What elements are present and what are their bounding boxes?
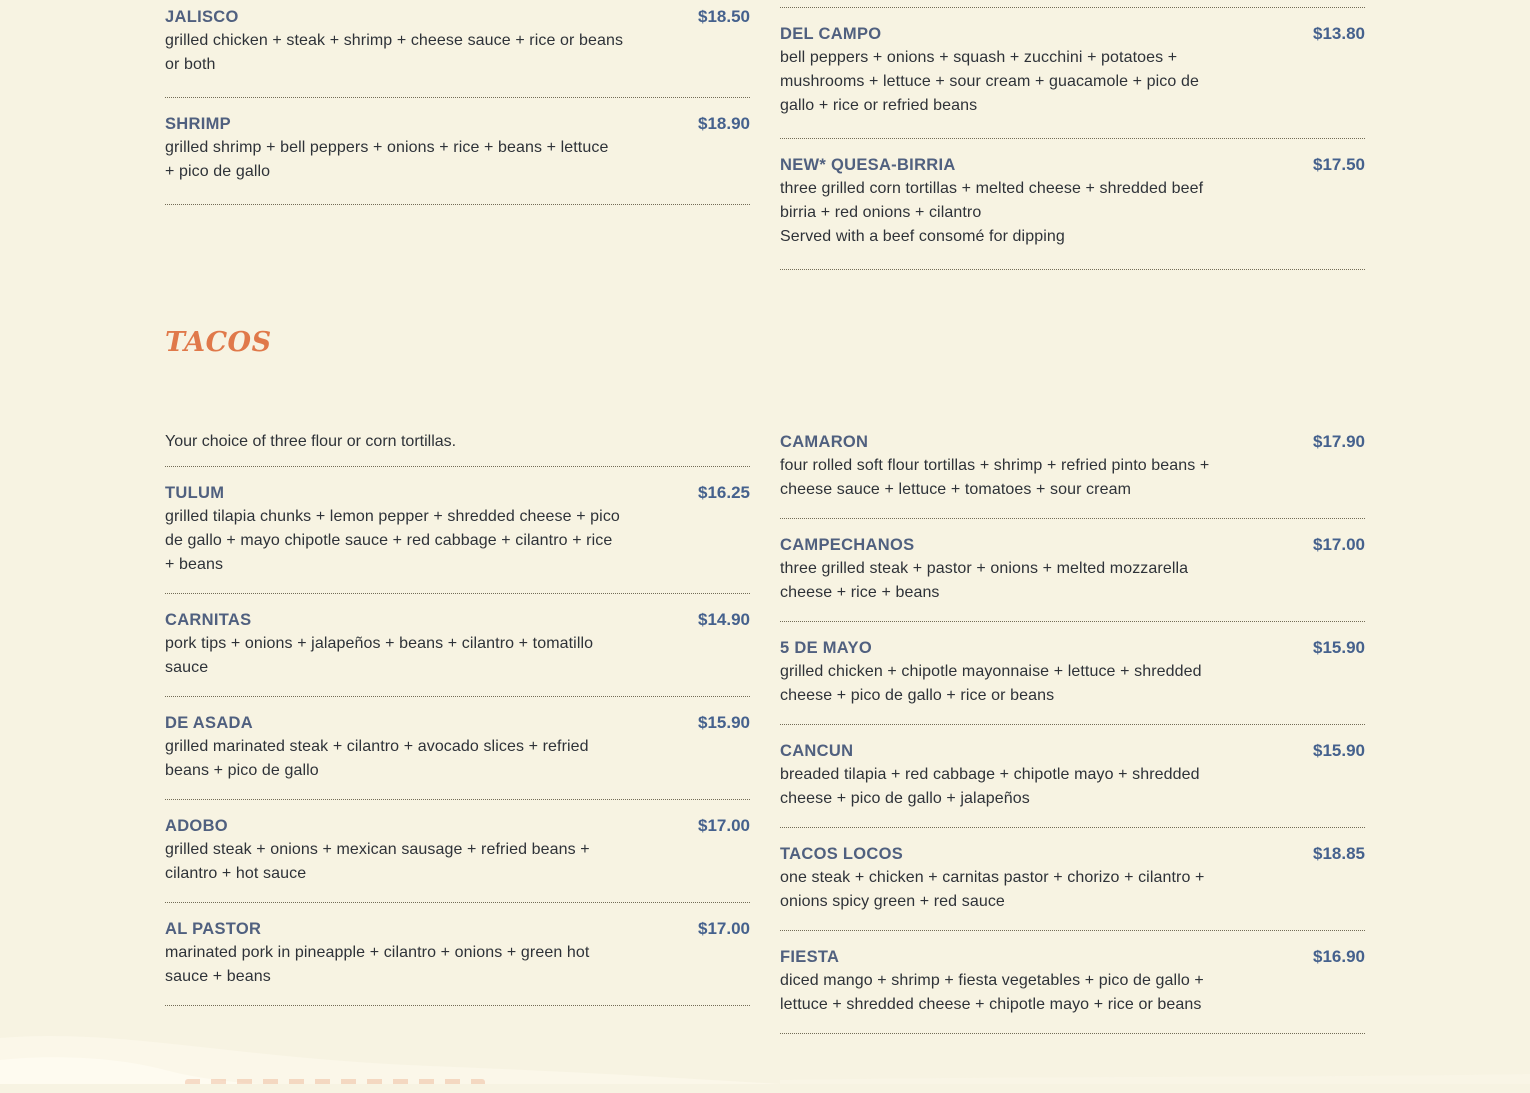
menu-item bbox=[780, 725, 1365, 828]
menu-item bbox=[165, 903, 750, 1006]
item-price: $18.85 bbox=[1313, 844, 1365, 863]
item-price: $15.90 bbox=[1313, 638, 1365, 657]
menu-item-header bbox=[780, 636, 1365, 660]
next-section-title-cutoff bbox=[185, 1079, 485, 1084]
item-description-line: grilled shrimp + bell peppers + onions + rice + beans + lettuce bbox=[165, 139, 609, 156]
menu-item bbox=[780, 622, 1365, 725]
menu-item bbox=[165, 0, 750, 98]
item-description bbox=[165, 838, 750, 886]
item-description-line: gallo + rice or refried beans bbox=[780, 97, 978, 114]
menu-item-header bbox=[780, 153, 1365, 177]
menu-item-header bbox=[165, 711, 750, 735]
item-description bbox=[780, 969, 1365, 1017]
item-name: NEW* QUESA-BIRRIA bbox=[780, 156, 956, 174]
menu-item-header bbox=[165, 112, 750, 136]
item-description-line: breaded tilapia + red cabbage + chipotle mayo + shredded bbox=[780, 766, 1200, 783]
item-description-line: grilled marinated steak + cilantro + avocado slices + refried bbox=[165, 738, 589, 755]
item-description-line: grilled chicken + chipotle mayonnaise + lettuce + shredded bbox=[780, 663, 1202, 680]
item-description bbox=[780, 454, 1365, 502]
item-name: TULUM bbox=[165, 484, 225, 502]
section-note bbox=[165, 416, 750, 467]
item-description-line: cheese + pico de gallo + rice or beans bbox=[780, 687, 1055, 704]
menu-section-top bbox=[165, 0, 1365, 270]
item-description bbox=[780, 660, 1365, 708]
item-description-line: grilled chicken + steak + shrimp + cheese sauce + rice or beans bbox=[165, 32, 624, 49]
menu-column-left bbox=[165, 416, 750, 1006]
item-description-line: Served with a beef consomé for dipping bbox=[780, 228, 1065, 245]
menu-item-header bbox=[780, 430, 1365, 454]
menu-item bbox=[780, 519, 1365, 622]
item-description-line: four rolled soft flour tortillas + shrimp + refried pinto beans + bbox=[780, 457, 1210, 474]
menu-item bbox=[780, 931, 1365, 1034]
item-description bbox=[165, 735, 750, 783]
item-description-line: cheese + pico de gallo + jalapeños bbox=[780, 790, 1030, 807]
item-description-line: de gallo + mayo chipotle sauce + red cabbage + cilantro + rice bbox=[165, 532, 613, 549]
item-description bbox=[780, 46, 1365, 118]
item-name: TACOS LOCOS bbox=[780, 845, 904, 863]
menu-item bbox=[165, 594, 750, 697]
item-name: FIESTA bbox=[780, 948, 840, 966]
item-description-line: birria + red onions + cilantro bbox=[780, 204, 982, 221]
item-name: CAMPECHANOS bbox=[780, 536, 915, 554]
menu-item bbox=[780, 416, 1365, 519]
item-description-line: three grilled steak + pastor + onions + melted mozzarella bbox=[780, 560, 1189, 577]
item-price: $15.90 bbox=[1313, 741, 1365, 760]
item-price: $18.50 bbox=[698, 7, 750, 26]
item-description-line: mushrooms + lettuce + sour cream + guacamole + pico de bbox=[780, 73, 1199, 90]
separator bbox=[780, 0, 1365, 8]
item-price: $16.90 bbox=[1313, 947, 1365, 966]
item-description-line: + pico de gallo bbox=[165, 163, 271, 180]
item-name: DEL CAMPO bbox=[780, 25, 882, 43]
item-name: ADOBO bbox=[165, 817, 228, 835]
item-description bbox=[780, 866, 1365, 914]
item-description-line: + beans bbox=[165, 556, 224, 573]
item-description-line: sauce bbox=[165, 659, 209, 676]
item-description bbox=[780, 763, 1365, 811]
menu-item-header bbox=[165, 917, 750, 941]
menu-item-header bbox=[780, 739, 1365, 763]
item-description-line: cilantro + hot sauce bbox=[165, 865, 307, 882]
menu-page bbox=[165, 0, 1365, 1034]
item-price: $18.90 bbox=[698, 114, 750, 133]
item-price: $17.00 bbox=[1313, 535, 1365, 554]
item-price: $15.90 bbox=[698, 713, 750, 732]
item-name: CAMARON bbox=[780, 433, 869, 451]
item-description-line: cheese sauce + lettuce + tomatoes + sour cream bbox=[780, 481, 1132, 498]
item-price: $17.50 bbox=[1313, 155, 1365, 174]
item-price: $13.80 bbox=[1313, 24, 1365, 43]
section-title-tacos: TACOS bbox=[165, 327, 272, 358]
menu-item-header bbox=[165, 5, 750, 29]
menu-item-header bbox=[165, 608, 750, 632]
item-description bbox=[165, 505, 750, 577]
item-name: CARNITAS bbox=[165, 611, 252, 629]
item-price: $17.00 bbox=[698, 816, 750, 835]
item-price: $16.25 bbox=[698, 483, 750, 502]
menu-column-right bbox=[780, 0, 1365, 270]
item-price: $17.00 bbox=[698, 919, 750, 938]
item-description-line: marinated pork in pineapple + cilantro + onions + green hot bbox=[165, 944, 590, 961]
item-name: DE ASADA bbox=[165, 714, 253, 732]
item-description-line: grilled tilapia chunks + lemon pepper + shredded cheese + pico bbox=[165, 508, 620, 525]
menu-item bbox=[165, 800, 750, 903]
item-description bbox=[165, 136, 750, 184]
item-description-line: beans + pico de gallo bbox=[165, 762, 319, 779]
item-description-line: bell peppers + onions + squash + zucchini + potatoes + bbox=[780, 49, 1178, 66]
item-description-line: pork tips + onions + jalapeños + beans + cilantro + tomatillo bbox=[165, 635, 594, 652]
item-description bbox=[780, 557, 1365, 605]
menu-item-header bbox=[165, 481, 750, 505]
menu-item bbox=[165, 697, 750, 800]
menu-item bbox=[780, 8, 1365, 139]
item-name: JALISCO bbox=[165, 8, 239, 26]
item-description-line: or both bbox=[165, 56, 216, 73]
menu-column-right bbox=[780, 416, 1365, 1034]
menu-column-left bbox=[165, 0, 750, 205]
item-name: CANCUN bbox=[780, 742, 854, 760]
menu-item-header bbox=[780, 945, 1365, 969]
item-name: 5 DE MAYO bbox=[780, 639, 872, 657]
item-price: $14.90 bbox=[698, 610, 750, 629]
item-description bbox=[165, 632, 750, 680]
menu-item-header bbox=[780, 842, 1365, 866]
item-name: SHRIMP bbox=[165, 115, 231, 133]
item-price: $17.90 bbox=[1313, 432, 1365, 451]
item-name: AL PASTOR bbox=[165, 920, 262, 938]
item-description bbox=[780, 177, 1365, 249]
menu-section-tacos bbox=[165, 416, 1365, 1034]
item-description-line: lettuce + shredded cheese + chipotle mayo + rice or beans bbox=[780, 996, 1202, 1013]
menu-item bbox=[780, 139, 1365, 270]
item-description-line: diced mango + shrimp + fiesta vegetables + pico de gallo + bbox=[780, 972, 1204, 989]
item-description-line: onions spicy green + red sauce bbox=[780, 893, 1005, 910]
item-description-line: one steak + chicken + carnitas pastor + chorizo + cilantro + bbox=[780, 869, 1205, 886]
section-note-text: Your choice of three flour or corn tortillas. bbox=[165, 433, 457, 450]
item-description bbox=[165, 29, 750, 77]
item-description-line: cheese + rice + beans bbox=[780, 584, 940, 601]
menu-item bbox=[165, 98, 750, 205]
menu-item bbox=[165, 467, 750, 594]
item-description-line: three grilled corn tortillas + melted cheese + shredded beef bbox=[780, 180, 1204, 197]
item-description-line: sauce + beans bbox=[165, 968, 271, 985]
menu-item-header bbox=[165, 814, 750, 838]
item-description bbox=[165, 941, 750, 989]
item-description-line: grilled steak + onions + mexican sausage + refried beans + bbox=[165, 841, 590, 858]
menu-item-header bbox=[780, 22, 1365, 46]
menu-item-header bbox=[780, 533, 1365, 557]
menu-item bbox=[780, 828, 1365, 931]
